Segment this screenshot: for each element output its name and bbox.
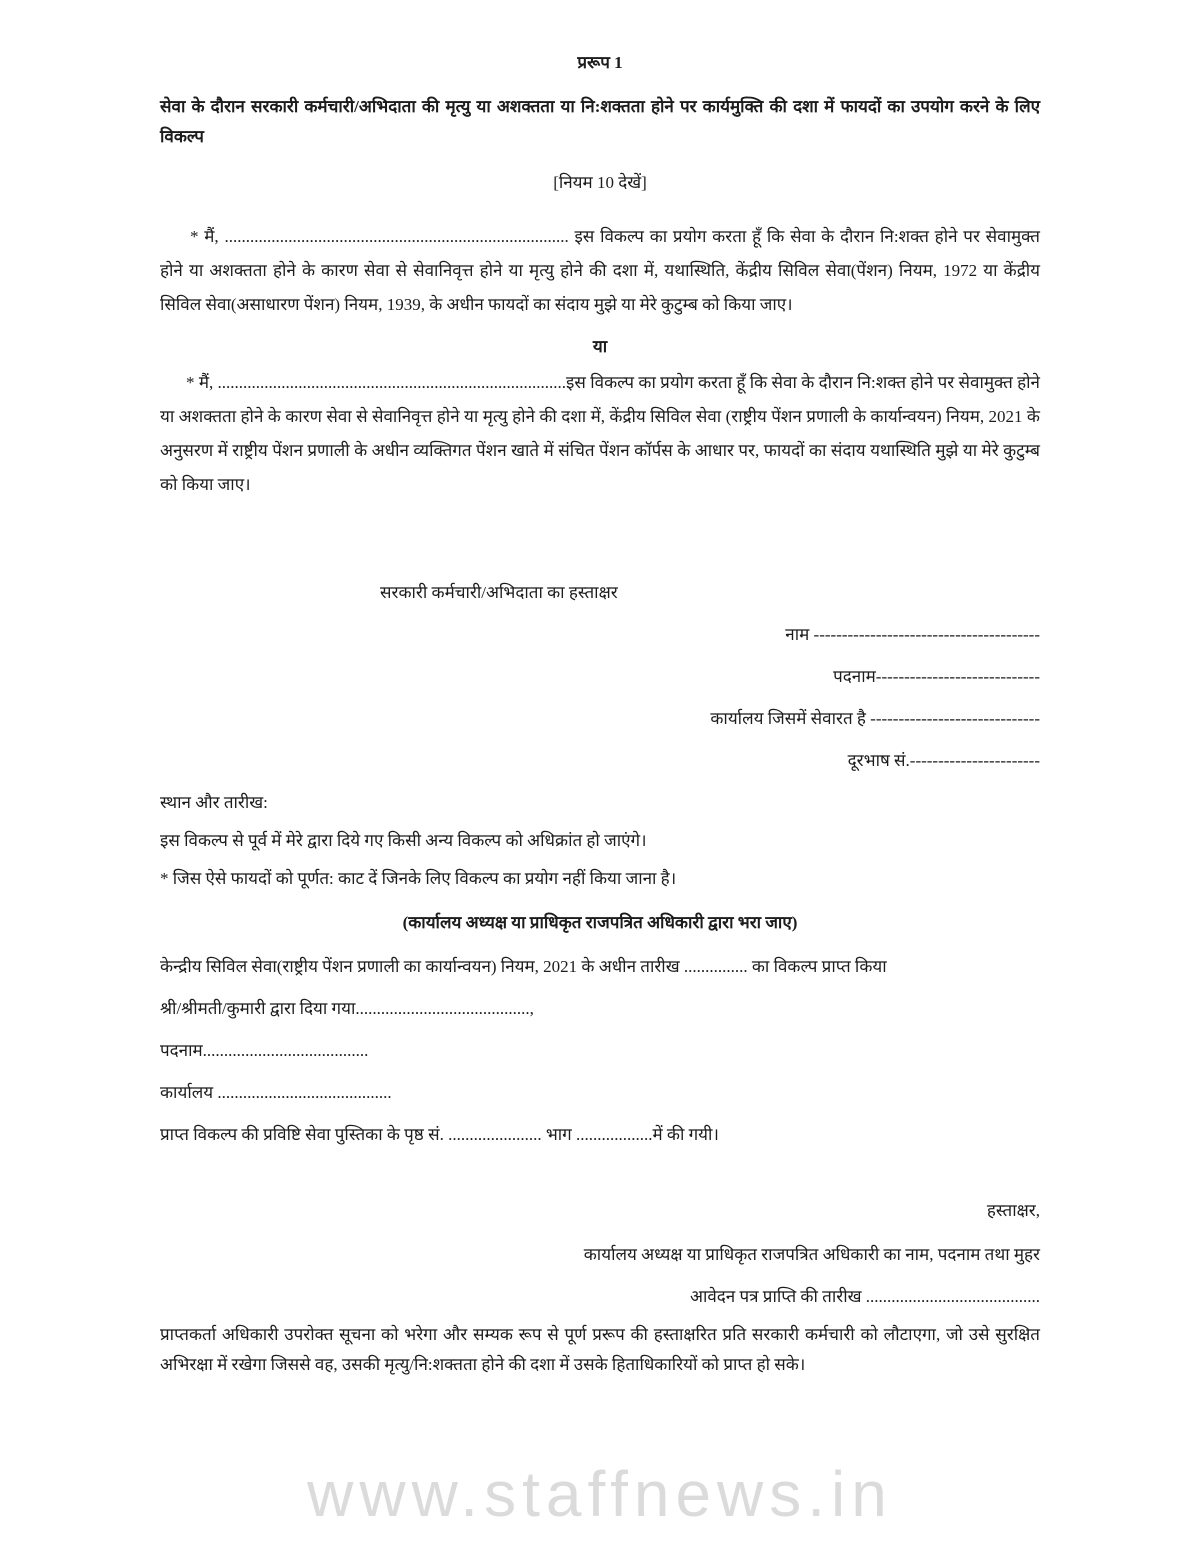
option-1-paragraph: * मैं, ................................................................................. इस विकल्प का प्रयोग करता हूँ कि सेवा के दौरान नि:शक्त होने पर सेवामुक्त होने या अशक्तता होने के कारण सेवा से सेवानिवृत्त होने या मृत्यु होने की दशा में, यथास्थिति, केंद्रीय सिविल सेवा(पेंशन) नियम, 1972 या केंद्रीय सिविल सेवा(असाधारण पेंशन) नियम, 1939, के अधीन फायदों का संदाय मुझे या मेरे कुटुम्ब को किया जाए। bbox=[160, 227, 1040, 314]
office-section-heading: (कार्यालय अध्यक्ष या प्राधिकृत राजपत्रित अधिकारी द्वारा भरा जाए) bbox=[402, 913, 798, 932]
officer-name-designation-seal-line: कार्यालय अध्यक्ष या प्राधिकृत राजपत्रित अधिकारी का नाम, पदनाम तथा मुहर bbox=[583, 1245, 1040, 1264]
office-field-line: कार्यालय जिसमें सेवारत है ------------------------------ bbox=[710, 709, 1040, 728]
service-book-entry-line: प्राप्त विकल्प की प्रविष्टि सेवा पुस्तिका के पृष्ठ सं. ...................... भाग ..................में की गयी। bbox=[160, 1125, 719, 1144]
watermark-text: www.staffnews.in bbox=[307, 1458, 893, 1530]
supersede-note: इस विकल्प से पूर्व में मेरे द्वारा दिये गए किसी अन्य विकल्प को अधिक्रांत हो जाएंगे। bbox=[160, 831, 647, 850]
form-title: प्ररूप 1 bbox=[577, 53, 623, 72]
given-by-line: श्री/श्रीमती/कुमारी द्वारा दिया गया........................................., bbox=[160, 999, 534, 1018]
receipt-line: केन्द्रीय सिविल सेवा(राष्ट्रीय पेंशन प्रणाली का कार्यान्वयन) नियम, 2021 के अधीन तारीख ............... का विकल्प प्राप्त किया bbox=[160, 957, 887, 976]
designation-field-line: पदनाम----------------------------- bbox=[833, 667, 1040, 686]
employee-signature-label: सरकारी कर्मचारी/अभिदाता का हस्ताक्षर bbox=[380, 583, 618, 602]
strikeout-note: * जिस ऐसे फायदों को पूर्णत: काट दें जिनके लिए विकल्प का प्रयोग नहीं किया जाना है। bbox=[160, 869, 677, 888]
officer-office-line: कार्यालय ......................................... bbox=[160, 1083, 392, 1102]
option-2-paragraph: * मैं, ..................................................................................इस विकल्प का प्रयोग करता हूँ कि सेवा के दौरान नि:शक्त होने पर सेवामुक्त होने या अशक्तता होने के कारण सेवा से सेवानिवृत्त होने या मृत्यु होने की दशा में, केंद्रीय सिविल सेवा (राष्ट्रीय पेंशन प्रणाली के कार्यान्वयन) नियम, 2021 के अनुसरण में राष्ट्रीय पेंशन प्रणाली के अधीन व्यक्तिगत पेंशन खाते में संचित पेंशन कॉर्पस के आधार पर, फायदों का संदाय यथास्थिति मुझे या मेरे कुटुम्ब को किया जाए। bbox=[160, 373, 1040, 494]
or-label: या bbox=[592, 337, 608, 356]
officer-designation-line: पदनाम....................................... bbox=[160, 1041, 369, 1060]
form-heading: सेवा के दौरान सरकारी कर्मचारी/अभिदाता की मृत्यु या अशक्तता या नि:शक्तता होने पर कार्यमुक्ति की दशा में फायदों का उपयोग करने के लिए विकल्प bbox=[160, 97, 1040, 146]
place-date-label: स्थान और तारीख: bbox=[160, 793, 268, 812]
rule-reference: [नियम 10 देखें] bbox=[553, 173, 647, 192]
name-field-line: नाम ---------------------------------------- bbox=[785, 625, 1040, 644]
final-instruction-note: प्राप्तकर्ता अधिकारी उपरोक्त सूचना को भरेगा और सम्यक रूप से पूर्ण प्ररूप की हस्ताक्षरित प्रति सरकारी कर्मचारी को लौटाएगा, जो उसे सुरक्षित अभिरक्षा में रखेगा जिससे वह, उसकी मृत्यु/नि:शक्तता होने की दशा में उसके हिताधिकारियों को प्राप्त हो सके। bbox=[160, 1325, 1040, 1374]
application-receipt-date-line: आवेदन पत्र प्राप्ति की तारीख ......................................... bbox=[689, 1287, 1040, 1306]
phone-field-line: दूरभाष सं.----------------------- bbox=[847, 751, 1040, 770]
officer-signature-label: हस्ताक्षर, bbox=[986, 1201, 1040, 1220]
